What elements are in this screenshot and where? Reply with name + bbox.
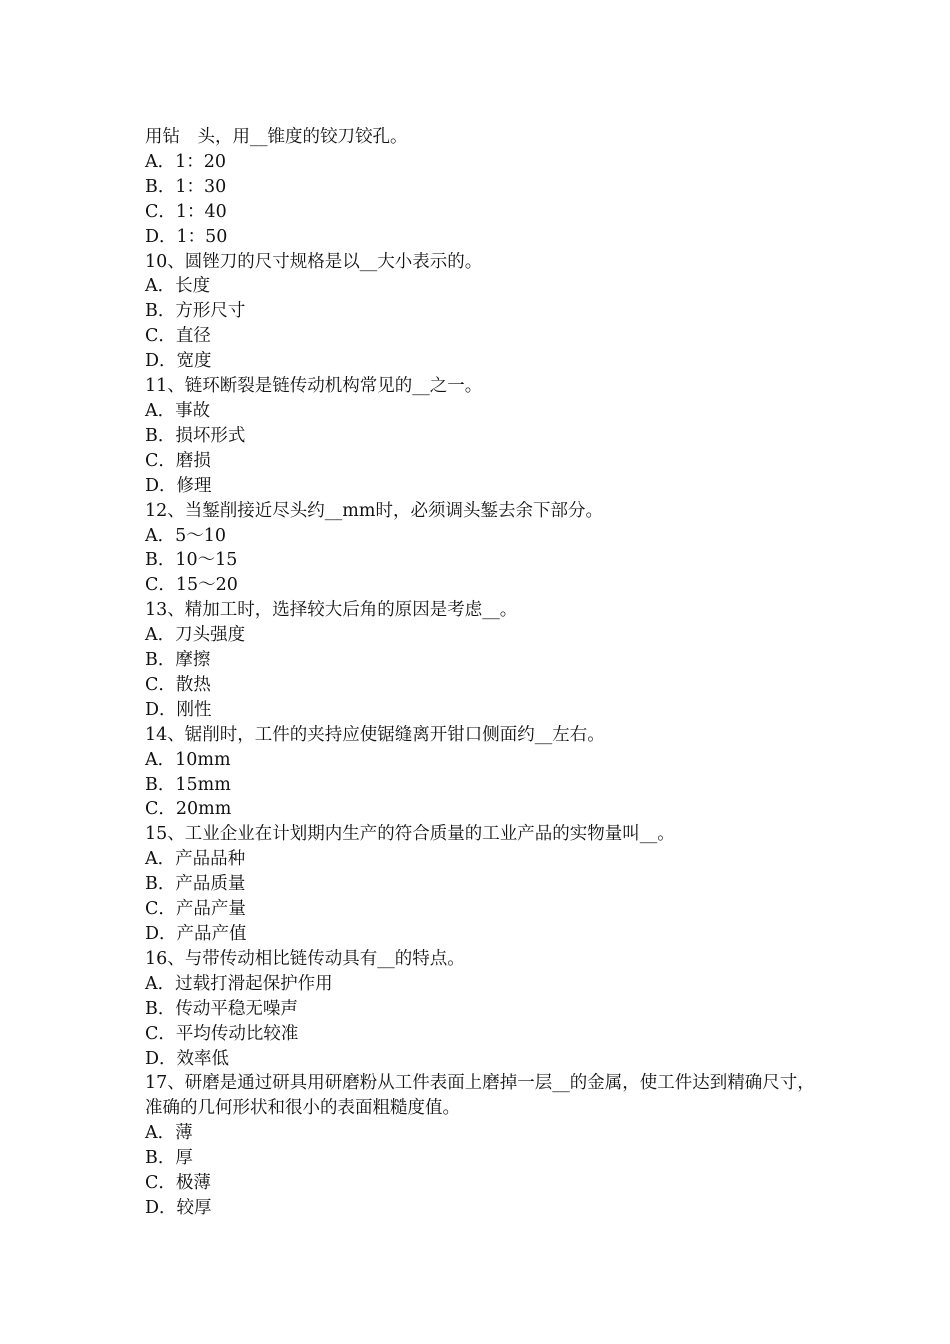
option-text: 传动平稳无噪声 — [175, 998, 298, 1019]
option-text: 产品质量 — [175, 874, 246, 895]
answer-option — [145, 648, 815, 673]
option-letter: A． — [145, 849, 176, 870]
answer-option — [145, 872, 815, 897]
question-number: 12、 — [145, 500, 185, 521]
answer-option — [145, 399, 815, 424]
option-text: 过载打滑起保护作用 — [175, 973, 333, 994]
option-letter: B． — [145, 1148, 176, 1169]
question-stem — [145, 598, 815, 623]
answer-option — [145, 548, 815, 573]
question-number: 13、 — [145, 600, 185, 621]
option-text: 效率低 — [176, 1048, 230, 1069]
question-text: 研磨是通过研具用研磨粉从工件表面上磨掉一层__的金属，使工件达到精确尺寸，准确的几何形状和很小的表面粗糙度值。 — [145, 1073, 815, 1119]
option-letter: A． — [145, 276, 176, 297]
intro-options — [145, 150, 815, 250]
option-text: 磨损 — [175, 450, 211, 471]
option-text: 事故 — [175, 400, 211, 421]
document-body — [145, 125, 815, 1221]
option-text: 15～20 — [175, 575, 238, 596]
option-letter: A． — [145, 525, 176, 546]
option-letter: B． — [145, 301, 176, 322]
option-letter: B． — [145, 550, 176, 571]
answer-option — [145, 424, 815, 449]
option-text: 10mm — [175, 749, 231, 770]
answer-option — [145, 897, 815, 922]
question-number: 15、 — [145, 824, 185, 845]
question-block — [145, 250, 815, 375]
option-text: 1：20 — [175, 151, 227, 172]
question-block — [145, 374, 815, 499]
question-text: 锯削时，工件的夹持应使锯缝离开钳口侧面约__左右。 — [184, 724, 605, 745]
option-text: 较厚 — [176, 1197, 212, 1218]
answer-option — [145, 623, 815, 648]
answer-option — [145, 1047, 815, 1072]
option-text: 1：50 — [176, 226, 228, 247]
option-text: 产品产量 — [175, 899, 246, 920]
option-text: 散热 — [175, 674, 211, 695]
option-letter: D． — [145, 1197, 177, 1218]
option-letter: A． — [145, 400, 176, 421]
answer-option — [145, 1171, 815, 1196]
answer-option — [145, 449, 815, 474]
question-list — [145, 250, 815, 1221]
question-block — [145, 499, 815, 599]
answer-option — [145, 200, 815, 225]
question-block — [145, 598, 815, 723]
answer-option — [145, 698, 815, 723]
answer-option — [145, 922, 815, 947]
option-text: 直径 — [175, 326, 211, 347]
question-stem — [145, 723, 815, 748]
answer-option — [145, 797, 815, 822]
option-letter: A． — [145, 625, 176, 646]
answer-option — [145, 847, 815, 872]
answer-option — [145, 748, 815, 773]
question-text: 工业企业在计划期内生产的符合质量的工业产品的实物量叫__。 — [184, 824, 675, 845]
option-letter: B． — [145, 425, 176, 446]
option-text: 修理 — [176, 475, 212, 496]
answer-option — [145, 324, 815, 349]
answer-option — [145, 1146, 815, 1171]
option-letter: B． — [145, 774, 176, 795]
answer-option — [145, 150, 815, 175]
option-letter: C． — [145, 201, 176, 222]
option-letter: A． — [145, 973, 176, 994]
option-text: 长度 — [175, 276, 211, 297]
option-letter: C． — [145, 799, 176, 820]
answer-option — [145, 997, 815, 1022]
question-block — [145, 723, 815, 823]
option-text: 20mm — [175, 799, 232, 820]
option-letter: C． — [145, 674, 176, 695]
option-letter: C． — [145, 326, 176, 347]
question-text: 链环断裂是链传动机构常见的__之一。 — [184, 376, 483, 397]
option-letter: C． — [145, 899, 176, 920]
intro-question-text: 用钻 头，用__锥度的铰刀铰孔。 — [145, 127, 408, 147]
answer-option — [145, 673, 815, 698]
option-text: 15mm — [175, 774, 231, 795]
answer-option — [145, 1196, 815, 1221]
question-stem — [145, 499, 815, 524]
answer-option — [145, 299, 815, 324]
question-stem — [145, 947, 815, 972]
question-number: 16、 — [145, 948, 185, 969]
option-letter: B． — [145, 176, 176, 197]
option-letter: C． — [145, 1173, 176, 1194]
option-letter: B． — [145, 874, 176, 895]
answer-option — [145, 773, 815, 798]
option-letter: D． — [145, 475, 177, 496]
answer-option — [145, 274, 815, 299]
option-letter: B． — [145, 650, 176, 671]
option-text: 摩擦 — [175, 650, 211, 671]
option-letter: C． — [145, 450, 176, 471]
question-text: 当錾削接近尽头约__mm时，必须调头錾去余下部分。 — [184, 500, 603, 521]
option-letter: A． — [145, 151, 176, 172]
option-letter: D． — [145, 924, 177, 944]
question-text: 圆锉刀的尺寸规格是以__大小表示的。 — [184, 251, 483, 272]
question-stem — [145, 1071, 815, 1121]
option-letter: D． — [145, 699, 177, 720]
question-stem — [145, 822, 815, 847]
answer-option — [145, 524, 815, 549]
option-letter: D． — [145, 1048, 177, 1069]
question-number: 10、 — [145, 251, 185, 272]
question-stem — [145, 374, 815, 399]
answer-option — [145, 474, 815, 499]
option-letter: A． — [145, 1123, 176, 1144]
option-text: 产品产值 — [176, 924, 247, 944]
option-text: 宽度 — [176, 351, 212, 372]
answer-option — [145, 175, 815, 200]
option-text: 方形尺寸 — [175, 301, 246, 322]
answer-option — [145, 1121, 815, 1146]
question-number: 17、 — [145, 1073, 185, 1094]
option-letter: A． — [145, 749, 176, 770]
question-stem — [145, 250, 815, 275]
option-text: 平均传动比较准 — [175, 1023, 299, 1044]
question-text: 与带传动相比链传动具有__的特点。 — [184, 948, 465, 969]
answer-option — [145, 1022, 815, 1047]
option-letter: C． — [145, 575, 176, 596]
option-text: 5～10 — [175, 525, 227, 546]
option-text: 厚 — [175, 1148, 193, 1169]
answer-option — [145, 573, 815, 598]
option-letter: C． — [145, 1023, 176, 1044]
question-block — [145, 822, 815, 947]
option-text: 1：30 — [175, 176, 227, 197]
question-number: 11、 — [145, 376, 185, 397]
option-letter: B． — [145, 998, 176, 1019]
answer-option — [145, 972, 815, 997]
question-block — [145, 947, 815, 1072]
option-text: 1：40 — [175, 201, 227, 222]
answer-option — [145, 349, 815, 374]
question-number: 14、 — [145, 724, 185, 745]
option-letter: D． — [145, 351, 177, 372]
option-text: 刚性 — [176, 699, 212, 720]
answer-option — [145, 225, 815, 250]
option-text: 薄 — [175, 1123, 193, 1144]
option-text: 刀头强度 — [175, 625, 246, 646]
option-text: 损坏形式 — [175, 425, 246, 446]
question-text: 精加工时，选择较大后角的原因是考虑__。 — [184, 600, 518, 621]
option-letter: D． — [145, 226, 177, 247]
question-block — [145, 1071, 815, 1220]
option-text: 极薄 — [175, 1173, 211, 1194]
option-text: 10～15 — [175, 550, 238, 571]
option-text: 产品品种 — [175, 849, 246, 870]
